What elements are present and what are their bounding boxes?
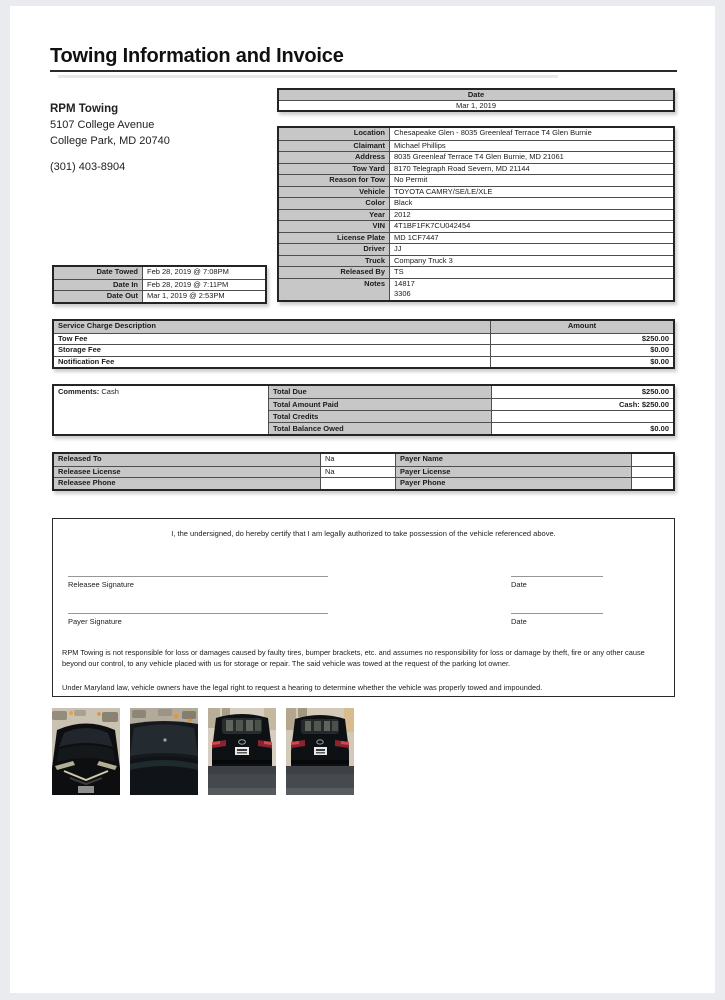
title-underline: [50, 70, 677, 72]
disclaimer-paragraph-2: Under Maryland law, vehicle owners have the legal right to request a hearing to determine whether the vehicle was properly towed and impounded.: [62, 683, 543, 692]
table-row: Total Balance Owed $0.00: [269, 422, 673, 434]
payer-date-label: Date: [511, 617, 527, 626]
table-row: Color Black: [279, 197, 673, 209]
table-row: Total Amount Paid Cash: $250.00: [269, 398, 673, 410]
table-row: Claimant Michael Phillips: [279, 140, 673, 152]
comments-cell: [54, 386, 269, 434]
date-table: [277, 88, 675, 112]
table-row: VIN 4T1BF1FK7CU042454: [279, 220, 673, 232]
table-header-row: [54, 321, 673, 333]
table-row: License Plate MD 1CF7447: [279, 232, 673, 244]
table-row: Date Out Mar 1, 2019 @ 2:53PM: [54, 290, 265, 302]
date-value: Mar 1, 2019: [455, 101, 497, 110]
table-row: Releasee License Na Payer License: [54, 466, 673, 478]
release-payer-table: [52, 452, 675, 491]
table-row: Releasee Phone Payer Phone: [54, 477, 673, 489]
charges-description-header: Service Charge Description: [54, 321, 490, 333]
certification-box: [52, 518, 675, 697]
vehicle-photo-rear-1: [208, 708, 276, 795]
service-charges-table: [52, 319, 675, 369]
vehicle-info-table: [277, 126, 675, 302]
table-row: Released To Na Payer Name: [54, 454, 673, 466]
table-row: Year 2012: [279, 209, 673, 221]
releasee-signature-label: Releasee Signature: [68, 580, 134, 589]
company-phone: (301) 403-8904: [50, 161, 126, 173]
page-title: Towing Information and Invoice: [50, 45, 344, 67]
table-row: Total Due $250.00: [269, 386, 673, 398]
table-row: Location Chesapeake Glen - 8035 Greenleaf Terrace T4 Glen Burnie: [279, 128, 673, 140]
totals-table: [52, 384, 675, 436]
table-row: Date Towed Feb 28, 2019 @ 7:08PM: [54, 267, 265, 279]
payer-date-line: [511, 613, 603, 614]
table-row: Tow Fee $250.00: [54, 333, 673, 345]
table-row: Date In Feb 28, 2019 @ 7:11PM: [54, 279, 265, 291]
tow-dates-table: [52, 265, 267, 304]
releasee-signature-line: [68, 576, 328, 577]
company-name: RPM Towing: [50, 103, 119, 115]
certification-statement: I, the undersigned, do hereby certify that I am legally authorized to take possession of the vehicle referenced above.: [171, 529, 556, 538]
table-row: Notification Fee $0.00: [54, 356, 673, 368]
company-block: [50, 101, 170, 175]
vehicle-photo-front: [52, 708, 120, 795]
table-row-notes: Notes 14817 3306: [279, 278, 673, 300]
company-address-line1: 5107 College Avenue: [50, 119, 155, 131]
payer-signature-line: [68, 613, 328, 614]
table-row: Truck Company Truck 3: [279, 255, 673, 267]
comments-label: Comments:: [58, 387, 100, 396]
vehicle-photo-rear-2: [286, 708, 354, 795]
table-row: Vehicle TOYOTA CAMRY/SE/LE/XLE: [279, 186, 673, 198]
table-row: Driver JJ: [279, 243, 673, 255]
table-row: Total Credits: [269, 410, 673, 422]
releasee-date-line: [511, 576, 603, 577]
notes-line-2: 3306: [394, 289, 411, 298]
notes-line-1: 14817: [394, 278, 415, 288]
vehicle-photo-hood: [130, 708, 198, 795]
table-row: Reason for Tow No Permit: [279, 174, 673, 186]
charges-amount-header: Amount: [490, 321, 673, 333]
comments-value: Cash: [101, 387, 119, 396]
date-header: Date: [279, 90, 673, 100]
table-row: Tow Yard 8170 Telegraph Road Severn, MD 21144: [279, 163, 673, 175]
company-address-line2: College Park, MD 20740: [50, 135, 170, 147]
title-underline-shadow: [58, 75, 558, 78]
payer-signature-label: Payer Signature: [68, 617, 122, 626]
invoice-page: [10, 6, 715, 993]
releasee-date-label: Date: [511, 580, 527, 589]
disclaimer-paragraph-1: RPM Towing is not responsible for loss or damages caused by faulty tires, bumper brackets, etc. and assumes no responsibility for loss or damage by theft, fire or any other cause beyond our control, to any vehicle placed with us for storage or repair. The said vehicle was towed at the request of the parking lot owner.: [62, 648, 645, 668]
table-row: Released By TS: [279, 266, 673, 278]
table-row: Address 8035 Greenleaf Terrace T4 Glen Burnie, MD 21061: [279, 151, 673, 163]
table-row: Storage Fee $0.00: [54, 344, 673, 356]
